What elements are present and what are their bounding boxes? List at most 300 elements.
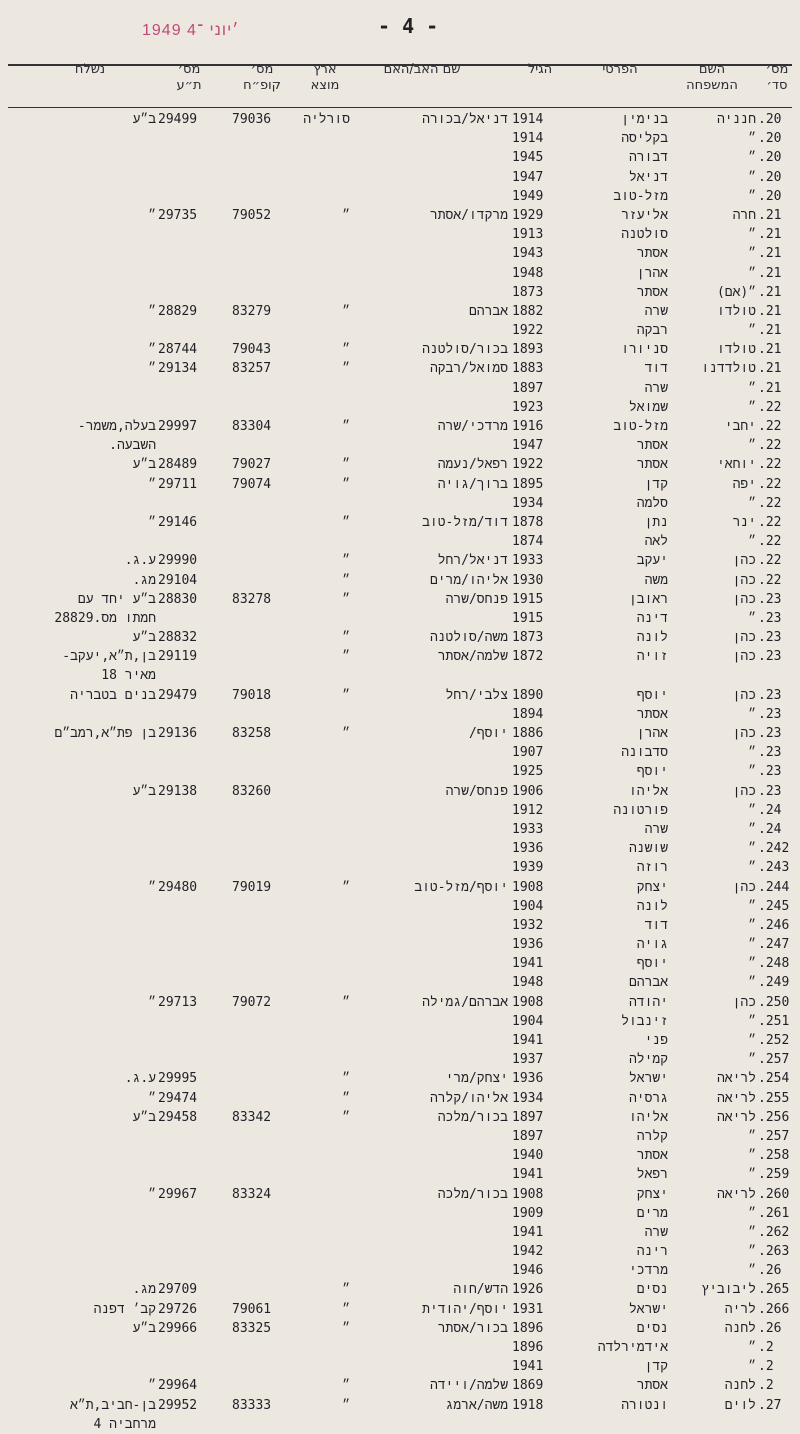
row-number: .2 <box>758 1359 774 1375</box>
country-of-origin: ״ <box>342 726 350 741</box>
first-name: ישראל <box>628 1071 668 1087</box>
first-name: דניאל <box>628 169 668 185</box>
ta-number: 28489 <box>158 457 198 473</box>
birth-year: 1886 <box>512 726 544 741</box>
first-name: ונטורה <box>621 1397 668 1413</box>
family-name: ״ <box>748 1128 756 1144</box>
first-name: פני <box>644 1033 668 1048</box>
country-of-origin: ״ <box>342 457 350 473</box>
sent-to: בן-חביב,ת״א <box>70 1397 156 1413</box>
first-name: אסתר <box>636 457 668 473</box>
table-row <box>0 110 800 129</box>
first-name: גרסיה <box>628 1090 668 1106</box>
parents-names: יוסף/מזל-טוב <box>414 879 508 895</box>
family-name: ״ <box>748 937 756 953</box>
birth-year: 1934 <box>512 495 544 511</box>
sent-to: מג. <box>132 1282 156 1298</box>
family-name: ״ <box>748 1244 756 1260</box>
birth-year: 1923 <box>512 399 544 415</box>
birth-year: 1904 <box>512 1013 544 1029</box>
table-row <box>0 705 800 724</box>
country-of-origin: ״ <box>342 207 350 223</box>
row-number: .21 <box>758 246 782 262</box>
row-number: .22 <box>758 495 782 511</box>
row-number: .22 <box>758 514 782 530</box>
birth-year: 1878 <box>512 514 544 530</box>
birth-year: 1943 <box>512 246 544 262</box>
table-row <box>0 1089 800 1108</box>
row-number: .247 <box>758 937 790 953</box>
first-name: ראובן <box>628 591 668 607</box>
first-name: לונה <box>636 898 668 914</box>
first-name: יוסף <box>636 956 668 972</box>
birth-year: 1936 <box>512 1071 544 1087</box>
first-name: קדן <box>644 1359 668 1375</box>
country-of-origin: ״ <box>342 514 350 530</box>
kupah-number: 83333 <box>232 1397 272 1413</box>
family-name: לריאה <box>716 1109 756 1125</box>
row-number: .246 <box>758 917 790 933</box>
table-row <box>0 1185 800 1204</box>
row-number: .2 <box>758 1340 774 1355</box>
country-of-origin: ״ <box>342 1378 350 1394</box>
family-name: ״ <box>748 227 756 243</box>
table-row <box>0 801 800 820</box>
birth-year: 1915 <box>512 610 544 626</box>
table-row <box>0 1242 800 1261</box>
parents-names: בכור/מלכה <box>437 1109 508 1125</box>
kupah-number: 83260 <box>232 783 272 799</box>
family-name: ״ <box>748 1013 756 1029</box>
country-of-origin: ״ <box>342 1109 350 1125</box>
first-name: אהרן <box>636 265 668 281</box>
sent-to: בן,ת״א,יעקב- <box>62 649 156 665</box>
sent-to: ״ <box>148 361 156 377</box>
table-row <box>0 1223 800 1242</box>
family-name: ״ <box>748 1167 756 1183</box>
country-of-origin: ״ <box>342 476 350 492</box>
first-name: רינה <box>636 1244 668 1260</box>
ta-number: 29136 <box>158 726 198 741</box>
parents-names: אברהם/גמילה <box>422 994 508 1010</box>
table-row <box>0 666 800 685</box>
table-row <box>0 935 800 954</box>
row-number: .20 <box>758 112 782 127</box>
header-num: מס׳ סד׳ <box>765 62 789 93</box>
birth-year: 1941 <box>512 1224 544 1240</box>
row-number: .22 <box>758 399 782 415</box>
ta-number: 29134 <box>158 361 198 377</box>
first-name: לונה <box>636 630 668 646</box>
country-of-origin: ״ <box>342 630 350 646</box>
family-name: ״ <box>748 745 756 761</box>
birth-year: 1945 <box>512 150 544 166</box>
row-number: .21 <box>758 303 782 319</box>
row-number: .249 <box>758 975 790 991</box>
family-name: כהן <box>732 553 756 569</box>
family-name: כהן <box>732 630 756 646</box>
row-number: .263 <box>758 1244 790 1260</box>
parents-names: דוד/מזל-טוב <box>422 514 508 530</box>
family-name: יחבי <box>724 419 756 434</box>
table-row <box>0 1031 800 1050</box>
birth-year: 1942 <box>512 1244 544 1260</box>
birth-year: 1915 <box>512 591 544 607</box>
sent-to: ב״ע <box>132 630 156 646</box>
row-number: .20 <box>758 131 782 147</box>
row-number: .26 <box>758 1263 782 1279</box>
birth-year: 1897 <box>512 380 544 396</box>
header-family-name: השם המשפחה <box>686 62 738 93</box>
first-name: נתן <box>644 514 668 530</box>
sent-to: ע.ג. <box>124 553 156 569</box>
sent-to: ב״ע <box>132 1320 156 1336</box>
first-name: אברהם <box>628 975 668 991</box>
family-name: יוחאי <box>716 457 756 473</box>
birth-year: 1893 <box>512 342 544 358</box>
row-number: .20 <box>758 188 782 204</box>
country-of-origin: ״ <box>342 591 350 607</box>
first-name: סדבונה <box>621 745 668 761</box>
kupah-number: 79027 <box>232 457 272 473</box>
table-row <box>0 858 800 877</box>
birth-year: 1922 <box>512 323 544 339</box>
first-name: מרדכי <box>628 1263 668 1279</box>
family-name: ״ <box>748 898 756 914</box>
row-number: .242 <box>758 841 790 857</box>
first-name: בנימין <box>621 112 668 127</box>
parents-names: אליהו/קלרה <box>429 1090 508 1106</box>
header-age: הגיל <box>527 62 553 77</box>
first-name: מזל-טוב <box>613 188 668 204</box>
row-number: .23 <box>758 726 782 741</box>
family-name: ״ <box>748 534 756 550</box>
table-row <box>0 359 800 378</box>
row-number: .22 <box>758 572 782 588</box>
family-name: טולדו <box>716 303 756 319</box>
sent-to: השבעה. <box>109 438 156 454</box>
family-name: לריאה <box>716 1186 756 1202</box>
first-name: שמואל <box>628 399 668 415</box>
header-country: ארץ מוצא <box>310 62 340 93</box>
family-name: ״ <box>748 150 756 166</box>
family-name: ״ <box>748 323 756 339</box>
first-name: שרה <box>644 1224 668 1240</box>
birth-year: 1906 <box>512 783 544 799</box>
first-name: קלרה <box>636 1128 668 1144</box>
table-row <box>0 436 800 455</box>
country-of-origin: ״ <box>342 879 350 895</box>
family-name: ״ <box>748 1052 756 1068</box>
ta-number: 29995 <box>158 1071 198 1087</box>
table-row <box>0 1012 800 1031</box>
country-of-origin: ״ <box>342 1301 350 1317</box>
birth-year: 1947 <box>512 169 544 185</box>
parents-names: אליהו/מרים <box>429 572 508 588</box>
table-row <box>0 551 800 570</box>
birth-year: 1933 <box>512 553 544 569</box>
ta-number: 29709 <box>158 1282 198 1298</box>
ta-number: 29138 <box>158 783 198 799</box>
family-name: ״ <box>748 1033 756 1048</box>
parents-names: פנחס/שרה <box>445 591 508 607</box>
row-number: .21 <box>758 361 782 377</box>
header-first-name: הפרטי <box>602 62 638 77</box>
first-name: רוזה <box>636 860 668 876</box>
first-name: סניורו <box>621 342 668 358</box>
birth-year: 1946 <box>512 1263 544 1279</box>
table-row <box>0 1127 800 1146</box>
parents-names: משה/סולטנה <box>429 630 508 646</box>
row-number: .2 <box>758 1378 774 1394</box>
table-row <box>0 590 800 609</box>
sent-to: מאיר 18 <box>101 668 156 684</box>
table-row <box>0 455 800 474</box>
birth-year: 1940 <box>512 1148 544 1164</box>
first-name: פורטונה <box>613 802 668 818</box>
table-row <box>0 1165 800 1184</box>
first-name: שרה <box>644 380 668 396</box>
birth-year: 1914 <box>512 131 544 147</box>
country-of-origin: ״ <box>342 361 350 377</box>
first-name: אידמירלדה <box>597 1340 668 1355</box>
family-name: ״ <box>748 1359 756 1375</box>
kupah-number: 79036 <box>232 112 272 127</box>
birth-year: 1895 <box>512 476 544 492</box>
family-name: ״ <box>748 438 756 454</box>
table-row <box>0 168 800 187</box>
first-name: יצחק <box>636 1186 668 1202</box>
family-name: ״ <box>748 802 756 818</box>
sent-to: ״ <box>148 514 156 530</box>
ta-number: 29499 <box>158 112 198 127</box>
country-of-origin: ״ <box>342 1397 350 1413</box>
parents-names: אברהם <box>468 303 508 319</box>
row-number: .23 <box>758 687 782 703</box>
family-name: חנניה <box>716 112 756 127</box>
family-name: ״ <box>748 841 756 857</box>
family-name: ״ <box>748 1148 756 1164</box>
row-number: .21 <box>758 380 782 396</box>
birth-year: 1948 <box>512 265 544 281</box>
table-row <box>0 973 800 992</box>
first-name: אסתר <box>636 284 668 300</box>
family-name: טולדו <box>716 342 756 358</box>
ta-number: 29967 <box>158 1186 198 1202</box>
row-number: .21 <box>758 207 782 223</box>
birth-year: 1925 <box>512 764 544 780</box>
ta-number: 29104 <box>158 572 198 588</box>
birth-year: 1897 <box>512 1109 544 1125</box>
birth-year: 1916 <box>512 419 544 434</box>
family-name: טולדדנו <box>701 361 756 377</box>
family-name: ״ <box>748 131 756 147</box>
kupah-number: 83258 <box>232 726 272 741</box>
family-name: ״ <box>748 917 756 933</box>
birth-year: 1936 <box>512 937 544 953</box>
first-name: דינה <box>636 610 668 626</box>
table-row <box>0 897 800 916</box>
ta-number: 29966 <box>158 1320 198 1336</box>
first-name: זויה <box>636 649 668 665</box>
country-of-origin: ״ <box>342 553 350 569</box>
sent-to: ״ <box>148 207 156 223</box>
kupah-number: 83257 <box>232 361 272 377</box>
sent-to: ״ <box>148 476 156 492</box>
family-name: ליבוביץ <box>701 1282 756 1298</box>
first-name: שושנה <box>628 841 668 857</box>
table-row <box>0 954 800 973</box>
family-name: כהן <box>732 994 756 1010</box>
ta-number: 29119 <box>158 649 198 665</box>
family-name: ״ <box>748 956 756 972</box>
row-number: .256 <box>758 1109 790 1125</box>
first-name: נסים <box>636 1282 668 1298</box>
birth-year: 1869 <box>512 1378 544 1394</box>
country-of-origin: ״ <box>342 1071 350 1087</box>
row-number: .24 <box>758 802 782 818</box>
country-of-origin: ״ <box>342 572 350 588</box>
table-row <box>0 762 800 781</box>
family-name: ״ <box>748 1340 756 1355</box>
header-ta-number: מס׳ ת״ע <box>176 62 202 93</box>
table-row <box>0 1376 800 1395</box>
sent-to: חמתו מס.28829 <box>54 610 156 626</box>
first-name: מרים <box>636 1205 668 1221</box>
ta-number: 29480 <box>158 879 198 895</box>
first-name: יוסף <box>636 764 668 780</box>
birth-year: 1949 <box>512 188 544 204</box>
table-row <box>0 820 800 839</box>
country-of-origin: ״ <box>342 1090 350 1106</box>
family-name: כהן <box>732 591 756 607</box>
parents-names: בכור/אסתר <box>437 1320 508 1336</box>
row-number: .21 <box>758 323 782 339</box>
table-row <box>0 647 800 666</box>
sent-to: קב׳ דפנה <box>93 1301 156 1317</box>
family-name: ״ <box>748 764 756 780</box>
family-name: ״ <box>748 380 756 396</box>
row-number: .265 <box>758 1282 790 1298</box>
row-number: .262 <box>758 1224 790 1240</box>
kupah-number: 83342 <box>232 1109 272 1125</box>
birth-year: 1941 <box>512 1033 544 1048</box>
birth-year: 1896 <box>512 1340 544 1355</box>
parents-names: דניאל/בכורה <box>422 112 508 127</box>
handwritten-date-note: 1949 ׳יוני ־4 <box>142 22 240 39</box>
first-name: שרה <box>644 821 668 837</box>
row-number: .244 <box>758 879 790 895</box>
sent-to: ב״ע <box>132 1109 156 1125</box>
first-name: דוד <box>644 917 668 933</box>
table-row <box>0 398 800 417</box>
kupah-number: 79043 <box>232 342 272 358</box>
parents-names: בכור/סולטנה <box>422 342 508 358</box>
birth-year: 1934 <box>512 1090 544 1106</box>
table-row <box>0 839 800 858</box>
table-row <box>0 225 800 244</box>
birth-year: 1883 <box>512 361 544 377</box>
parents-names: רפאל/נעמה <box>437 457 508 473</box>
table-row <box>0 571 800 590</box>
birth-year: 1933 <box>512 821 544 837</box>
family-name: לריה <box>724 1301 756 1317</box>
row-number: .245 <box>758 898 790 914</box>
row-number: .243 <box>758 860 790 876</box>
birth-year: 1914 <box>512 112 544 127</box>
kupah-number: 79052 <box>232 207 272 223</box>
row-number: .261 <box>758 1205 790 1221</box>
sent-to: ״ <box>148 342 156 358</box>
family-name: כהן <box>732 726 756 741</box>
ta-number: 29990 <box>158 553 198 569</box>
first-name: סולטנה <box>621 227 668 243</box>
birth-year: 1873 <box>512 630 544 646</box>
table-row <box>0 1396 800 1415</box>
family-name: כהן <box>732 879 756 895</box>
parents-names: יוסף/יהודית <box>422 1301 508 1317</box>
ta-number: 29726 <box>158 1301 198 1317</box>
table-row <box>0 993 800 1012</box>
country-of-origin: ״ <box>342 342 350 358</box>
ta-number: 29997 <box>158 419 198 434</box>
family-name: ״(אם) <box>716 284 756 300</box>
first-name: גויה <box>636 937 668 953</box>
kupah-number: 83279 <box>232 303 272 319</box>
birth-year: 1908 <box>512 994 544 1010</box>
table-row <box>0 1280 800 1299</box>
sent-to: ב״ע <box>132 457 156 473</box>
parents-names: פנחס/שרה <box>445 783 508 799</box>
kupah-number: 79074 <box>232 476 272 492</box>
birth-year: 1937 <box>512 1052 544 1068</box>
table-body <box>0 110 800 1434</box>
country-of-origin: ״ <box>342 994 350 1010</box>
birth-year: 1882 <box>512 303 544 319</box>
family-name: ״ <box>748 265 756 281</box>
birth-year: 1918 <box>512 1397 544 1413</box>
table-row <box>0 532 800 551</box>
table-row <box>0 1050 800 1069</box>
page-number: - 4 - <box>378 14 439 38</box>
family-name: ״ <box>748 246 756 262</box>
row-number: .22 <box>758 438 782 454</box>
ta-number: 29711 <box>158 476 198 492</box>
header-kupah-number: מס׳ קופ״ח <box>243 62 281 93</box>
family-name: ״ <box>748 495 756 511</box>
row-number: .23 <box>758 745 782 761</box>
row-number: .266 <box>758 1301 790 1317</box>
sent-to: בעלה,משמר- <box>77 419 156 434</box>
ta-number: 29146 <box>158 514 198 530</box>
birth-year: 1913 <box>512 227 544 243</box>
country-of-origin: ״ <box>342 649 350 665</box>
row-number: .252 <box>758 1033 790 1048</box>
first-name: אהרן <box>636 726 668 741</box>
table-row <box>0 724 800 743</box>
birth-year: 1941 <box>512 956 544 972</box>
birth-year: 1929 <box>512 207 544 223</box>
birth-year: 1941 <box>512 1167 544 1183</box>
family-name: ״ <box>748 169 756 185</box>
parents-names: דניאל/רחל <box>437 553 508 569</box>
family-name: ״ <box>748 706 756 722</box>
birth-year: 1947 <box>512 438 544 454</box>
first-name: שרה <box>644 303 668 319</box>
row-number: .259 <box>758 1167 790 1183</box>
first-name: יהודה <box>628 994 668 1010</box>
first-name: יצחק <box>636 879 668 895</box>
